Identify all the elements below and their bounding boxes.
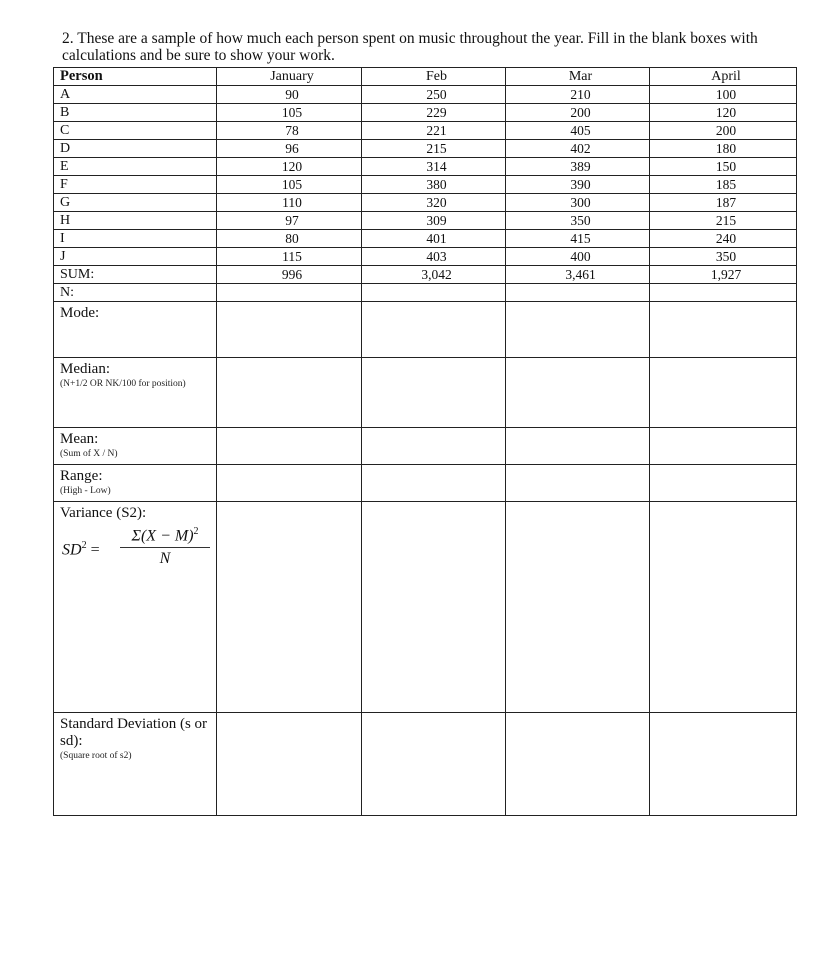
person-label: B [54, 104, 217, 122]
range-feb-cell[interactable] [362, 465, 506, 502]
person-label: H [54, 212, 217, 230]
table-cell: 78 [217, 122, 362, 140]
range-mar-cell[interactable] [506, 465, 650, 502]
median-row [54, 358, 797, 428]
table-cell: 390 [506, 176, 650, 194]
table-cell: 300 [506, 194, 650, 212]
table-cell: 97 [217, 212, 362, 230]
sd-mar-cell[interactable] [506, 713, 650, 816]
table-cell: 320 [362, 194, 506, 212]
table-row [54, 230, 797, 248]
sum-january: 996 [217, 266, 362, 284]
table-cell: 80 [217, 230, 362, 248]
table-cell: 309 [362, 212, 506, 230]
variance-row [54, 502, 797, 713]
n-row [54, 284, 797, 302]
range-label-cell [54, 465, 217, 502]
sum-label: SUM: [54, 266, 217, 284]
sum-mar: 3,461 [506, 266, 650, 284]
table-cell: 350 [650, 248, 797, 266]
mode-row [54, 302, 797, 358]
range-row [54, 465, 797, 502]
table-cell: 314 [362, 158, 506, 176]
variance-january-cell[interactable] [217, 502, 362, 713]
mean-january-cell[interactable] [217, 428, 362, 465]
formula-lhs: $SD^2$ = [62, 540, 100, 559]
table-cell: 210 [506, 86, 650, 104]
variance-feb-cell[interactable] [362, 502, 506, 713]
table-row [54, 176, 797, 194]
question-body: These are a sample of how much each person spent on music throughout the year. Fill in the blank boxes with calculations and be sure to show your work. [62, 30, 758, 64]
table-cell: 187 [650, 194, 797, 212]
table-cell: 250 [362, 86, 506, 104]
table-cell: 215 [362, 140, 506, 158]
sd-note: (Square root of s2) [60, 751, 132, 761]
table-cell: 100 [650, 86, 797, 104]
variance-label-cell [54, 502, 217, 713]
sum-feb: 3,042 [362, 266, 506, 284]
variance-title: Variance (S2): [60, 505, 147, 521]
median-note: (N+1/2 OR NK/100 for position) [60, 379, 186, 389]
median-april-cell[interactable] [650, 358, 797, 428]
sum-row [54, 266, 797, 284]
sd-april-cell[interactable] [650, 713, 797, 816]
n-mar-cell[interactable] [506, 284, 650, 302]
sd-january-cell[interactable] [217, 713, 362, 816]
person-label: G [54, 194, 217, 212]
table-cell: 215 [650, 212, 797, 230]
range-title: Range: [60, 468, 103, 484]
mode-feb-cell[interactable] [362, 302, 506, 358]
month-header-january: January [217, 68, 362, 86]
person-label: I [54, 230, 217, 248]
mean-row [54, 428, 797, 465]
sd-label-cell [54, 713, 217, 816]
person-label: C [54, 122, 217, 140]
mode-january-cell[interactable] [217, 302, 362, 358]
table-cell: 105 [217, 176, 362, 194]
sd-title: Standard Deviation (s or sd): [60, 716, 208, 749]
mode-title: Mode: [60, 305, 100, 321]
mean-april-cell[interactable] [650, 428, 797, 465]
formula-denominator: N [159, 550, 171, 568]
range-january-cell[interactable] [217, 465, 362, 502]
month-header-april: April [650, 68, 797, 86]
formula-fraction [120, 526, 210, 568]
median-label-cell [54, 358, 217, 428]
table-cell: 389 [506, 158, 650, 176]
table-cell: 200 [506, 104, 650, 122]
mode-april-cell[interactable] [650, 302, 797, 358]
table-cell: 350 [506, 212, 650, 230]
person-label: F [54, 176, 217, 194]
median-january-cell[interactable] [217, 358, 362, 428]
person-label: A [54, 86, 217, 104]
formula-numerator: $\Sigma(X - M)^2$ [120, 526, 210, 548]
header-row [54, 68, 797, 86]
table-cell: 401 [362, 230, 506, 248]
table-cell: 180 [650, 140, 797, 158]
mode-mar-cell[interactable] [506, 302, 650, 358]
variance-mar-cell[interactable] [506, 502, 650, 713]
table-cell: 96 [217, 140, 362, 158]
person-header: Person [54, 68, 217, 86]
sd-row [54, 713, 797, 816]
variance-april-cell[interactable] [650, 502, 797, 713]
n-feb-cell[interactable] [362, 284, 506, 302]
table-cell: 115 [217, 248, 362, 266]
mean-note: (Sum of X / N) [60, 449, 118, 459]
table-cell: 90 [217, 86, 362, 104]
table-row [54, 248, 797, 266]
n-april-cell[interactable] [650, 284, 797, 302]
variance-formula [60, 526, 216, 576]
table-cell: 150 [650, 158, 797, 176]
mean-label-cell [54, 428, 217, 465]
table-cell: 200 [650, 122, 797, 140]
table-cell: 120 [650, 104, 797, 122]
table-cell: 229 [362, 104, 506, 122]
person-label: E [54, 158, 217, 176]
table-cell: 415 [506, 230, 650, 248]
person-label: J [54, 248, 217, 266]
mean-mar-cell[interactable] [506, 428, 650, 465]
table-row [54, 158, 797, 176]
range-april-cell[interactable] [650, 465, 797, 502]
sd-feb-cell[interactable] [362, 713, 506, 816]
music-spending-table [53, 67, 797, 816]
table-cell: 380 [362, 176, 506, 194]
n-label: N: [54, 284, 217, 302]
table-row [54, 140, 797, 158]
table-cell: 405 [506, 122, 650, 140]
table-cell: 240 [650, 230, 797, 248]
question-number: 2. [62, 30, 74, 47]
range-note: (High - Low) [60, 486, 111, 496]
median-mar-cell[interactable] [506, 358, 650, 428]
table-row [54, 212, 797, 230]
month-header-mar: Mar [506, 68, 650, 86]
table-row [54, 194, 797, 212]
table-cell: 221 [362, 122, 506, 140]
table-cell: 185 [650, 176, 797, 194]
table-row [54, 86, 797, 104]
table-row [54, 122, 797, 140]
question-text [62, 30, 802, 64]
table-row [54, 104, 797, 122]
table-cell: 110 [217, 194, 362, 212]
table-cell: 402 [506, 140, 650, 158]
mean-title: Mean: [60, 431, 99, 447]
n-january-cell[interactable] [217, 284, 362, 302]
month-header-feb: Feb [362, 68, 506, 86]
person-label: D [54, 140, 217, 158]
mode-label-cell [54, 302, 217, 358]
median-feb-cell[interactable] [362, 358, 506, 428]
table-cell: 105 [217, 104, 362, 122]
table-cell: 403 [362, 248, 506, 266]
sum-april: 1,927 [650, 266, 797, 284]
mean-feb-cell[interactable] [362, 428, 506, 465]
median-title: Median: [60, 361, 110, 377]
table-cell: 400 [506, 248, 650, 266]
table-cell: 120 [217, 158, 362, 176]
